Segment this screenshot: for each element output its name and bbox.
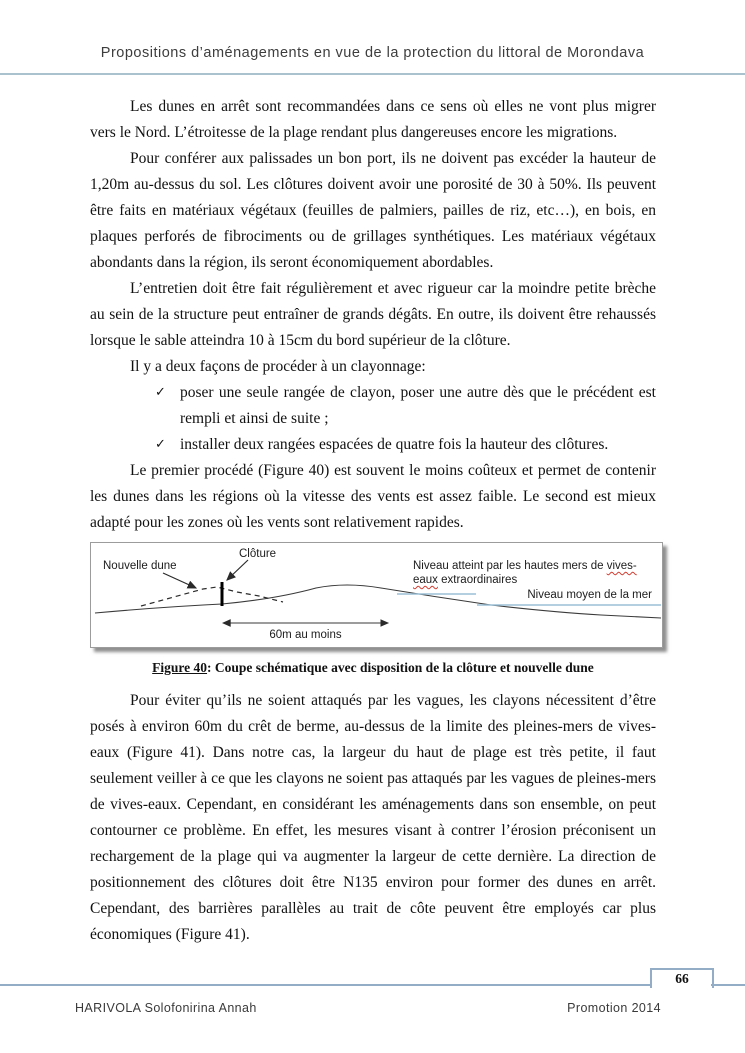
cloture-label: Clôture (239, 548, 277, 560)
high-water-level-text: Niveau atteint par les hautes mers de (413, 560, 607, 572)
paragraph-3: L’entretien doit être fait régulièrement et avec rigueur car la moindre petite brèche au sein de la structure peut entraîner de grands dégâts. En outre, ils doivent être rehaussés lorsque le sable atteindra 10 à 15cm du bord supérieur de la clôture. (90, 280, 656, 349)
footer (75, 1001, 661, 1015)
list-item (155, 432, 656, 458)
distance-label: 60m au moins (269, 629, 342, 641)
cloture-arrow (227, 560, 248, 580)
figure-caption-text: : Coupe schématique avec disposition de la clôture et nouvelle dune (207, 660, 594, 675)
figure-caption (90, 660, 656, 676)
body-column (90, 94, 656, 948)
checkmark-icon: ✓ (155, 385, 166, 400)
nouvelle-dune-label: Nouvelle dune (103, 560, 177, 572)
header-divider (0, 73, 745, 75)
running-header-title: Propositions d’aménagements en vue de la protection du littoral de Morondava (100, 45, 645, 61)
figure-caption-number: Figure 40 (152, 660, 208, 675)
figure-40-image (90, 542, 663, 648)
page-number-tab (650, 968, 714, 988)
paragraph-2: Pour conférer aux palissades un bon port, ils ne doivent pas excéder la hauteur de 1,20m au-dessus du sol. Les clôtures doivent avoir une porosité de 30 à 50%. Ils peuvent être faits en matériaux végétaux (feuilles de palmiers, pailles de riz, etc…), en bois, en plaques perforés de fibrociments ou de grillages synthétiques. Les matériaux végétaux abondants dans la région, ils seront économiquement abordables. (90, 150, 656, 271)
footer-divider-right (711, 984, 745, 986)
high-water-level-text-2: extraordinaires (437, 574, 518, 586)
footer-author: HARIVOLA Solofonirina Annah (75, 1001, 257, 1015)
high-water-level-label (413, 559, 661, 587)
paragraph-5: Le premier procédé (Figure 40) est souvent le moins coûteux et permet de contenir les dunes dans les régions où la vitesse des vents est assez faible. Le second est mieux adapté pour les zones où les vents sont relativement rapides. (90, 462, 656, 531)
list-item (155, 380, 656, 432)
new-dune-dashed-line (141, 587, 283, 606)
nouvelle-dune-arrow (163, 573, 196, 588)
checkmark-icon: ✓ (155, 437, 166, 452)
paragraph-1: Les dunes en arrêt sont recommandées dans ce sens où elles ne vont plus migrer vers le Nord. L’étroitesse de la plage rendant plus dangereuses encore les migrations. (90, 98, 656, 141)
page-number: 66 (675, 971, 689, 986)
checklist (155, 380, 656, 458)
footer-divider-left (0, 984, 651, 986)
vives-eaux-misspell-highlight: vives-eaux (413, 560, 637, 586)
mean-sea-level-label: Niveau moyen de la mer (527, 589, 652, 601)
footer-promotion: Promotion 2014 (567, 1001, 661, 1015)
paragraph-6: Pour éviter qu’ils ne soient attaqués par les vagues, les clayons nécessitent d’être posés à environ 60m du crêt de berme, au-dessus de la limite des pleines-mers de vives-eaux (Figure 41). Dans notre cas, la largeur du haut de plage est très petite, il faut seulement veiller à ce que les clayons ne soient pas attaqués par les vagues de pleines-mers de vives-eaux. Cependant, en considérant les aménagements dans son ensemble, on peut contourner ce problème. En effet, les mesures visant à contrer l’érosion préconisent un rechargement de la plage qui va augmenter la largeur de cette dernière. La direction de positionnement des clôtures doit être N135 environ pour former des dunes en arrêt. Cependant, des barrières parallèles au trait de côte peuvent être employés car plus économiques (Figure 41). (90, 692, 656, 943)
list-item-text: installer deux rangées espacées de quatre fois la hauteur des clôtures. (180, 436, 609, 453)
list-item-text: poser une seule rangée de clayon, poser une autre dès que le précédent est rempli et ainsi de suite ; (180, 384, 656, 427)
paragraph-4-lead-in: Il y a deux façons de procéder à un clayonnage: (130, 358, 426, 375)
